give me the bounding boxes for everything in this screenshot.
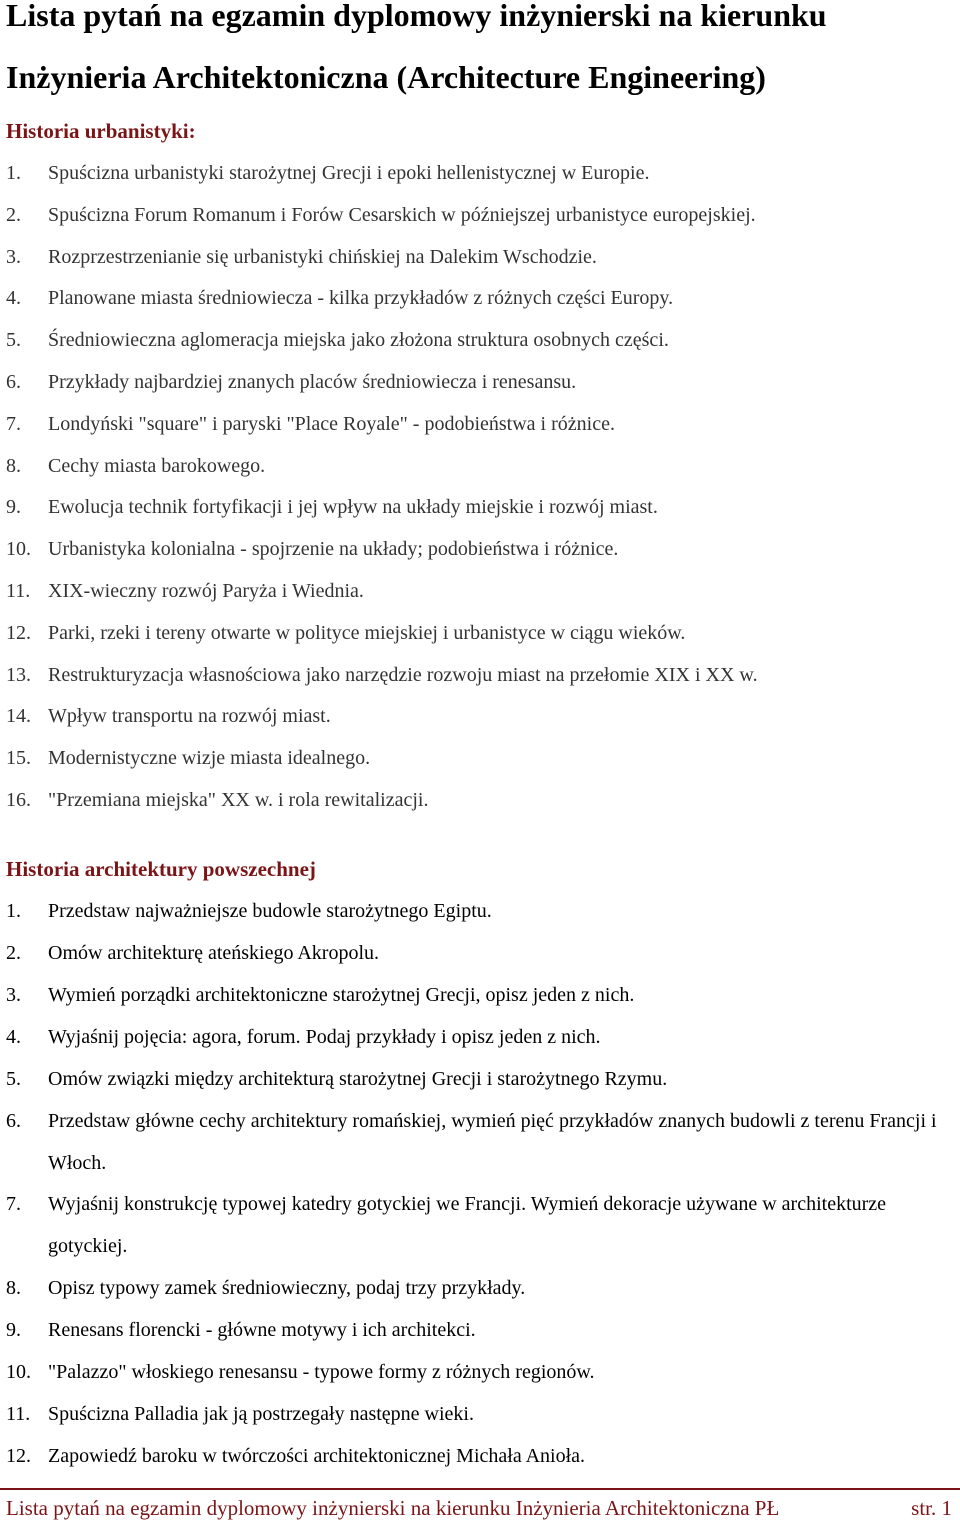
item-text: Wpływ transportu na rozwój miast.: [48, 705, 331, 728]
item-number: 5.: [6, 329, 21, 352]
item-number: 4.: [6, 287, 21, 310]
item-text: Rozprzestrzenianie się urbanistyki chińskiej na Dalekim Wschodzie.: [48, 245, 597, 268]
list-item: [0, 1100, 960, 1184]
item-text: XIX-wieczny rozwój Paryża i Wiednia.: [48, 580, 364, 602]
list-item: [0, 974, 960, 1016]
list-item: [0, 570, 960, 612]
item-number: 8.: [6, 1277, 21, 1300]
item-text: Omów związki między architekturą starożytnej Grecji i starożytnego Rzymu.: [48, 1067, 668, 1090]
item-text: Parki, rzeki i tereny otwarte w polityce miejskiej i urbanistyce w ciągu wieków.: [48, 621, 686, 644]
item-text: Opisz typowy zamek średniowieczny, podaj trzy przykłady.: [48, 1277, 526, 1300]
item-text: Omów architekturę ateńskiego Akropolu.: [48, 941, 380, 964]
list-item: [0, 1351, 960, 1393]
item-number: 6.: [6, 1109, 21, 1132]
list-item: [0, 1393, 960, 1435]
item-text: Przedstaw główne cechy architektury romańskiej, wymień pięć przykładów znanych budowli z terenu Francji i Włoch.: [48, 1109, 937, 1174]
item-number: 12.: [6, 1444, 31, 1467]
list-item: [0, 486, 960, 528]
list-item: [0, 528, 960, 570]
item-number: 2.: [6, 203, 21, 226]
item-number: 9.: [6, 1319, 21, 1341]
list-item: [0, 277, 960, 319]
list-item: [0, 612, 960, 654]
item-text: Cechy miasta barokowego.: [48, 454, 266, 477]
footer-page-number: str. 1: [911, 1496, 952, 1520]
item-text: "Przemiana miejska" XX w. i rola rewitalizacji.: [48, 789, 429, 811]
document-title-line-2: Inżynieria Architektoniczna (Architecture Engineering): [6, 59, 766, 95]
item-text: Londyński "square" i paryski "Place Royale" - podobieństwa i różnice.: [48, 412, 615, 435]
list-item: [0, 1309, 960, 1351]
item-number: 10.: [6, 538, 31, 561]
item-text: Zapowiedź baroku w twórczości architektonicznej Michała Anioła.: [48, 1444, 586, 1467]
list-item: [0, 1183, 960, 1267]
item-number: 12.: [6, 621, 31, 644]
list-item: [0, 695, 960, 737]
item-number: 1.: [6, 162, 21, 184]
list-item: [0, 194, 960, 236]
item-text: Spuścizna Forum Romanum i Forów Cesarskich w późniejszej urbanistyce europejskiej.: [48, 203, 756, 226]
list-item: [0, 361, 960, 403]
item-text: Wyjaśnij pojęcia: agora, forum. Podaj przykłady i opisz jeden z nich.: [48, 1025, 601, 1048]
item-number: 13.: [6, 663, 31, 686]
list-item: [0, 1016, 960, 1058]
list-item: [0, 1435, 960, 1477]
item-text: Urbanistyka kolonialna - spojrzenie na układy; podobieństwa i różnice.: [48, 538, 619, 561]
list-item: [0, 319, 960, 361]
item-text: Przykłady najbardziej znanych placów średniowiecza i renesansu.: [48, 371, 577, 393]
item-number: 9.: [6, 496, 21, 519]
list-item: [0, 403, 960, 445]
item-text: Wyjaśnij konstrukcję typowej katedry gotyckiej we Francji. Wymień dekoracje używane w architekturze gotyckiej.: [48, 1193, 887, 1258]
item-number: 4.: [6, 1025, 21, 1048]
list-item: [0, 445, 960, 487]
item-text: Spuścizna Palladia jak ją postrzegały następne wieki.: [48, 1402, 474, 1425]
item-text: Wymień porządki architektoniczne starożytnej Grecji, opisz jeden z nich.: [48, 983, 635, 1006]
item-text: Planowane miasta średniowiecza - kilka przykładów z różnych części Europy.: [48, 287, 674, 310]
list-item: [0, 890, 960, 932]
item-number: 6.: [6, 371, 21, 393]
item-number: 5.: [6, 1067, 21, 1090]
item-number: 14.: [6, 705, 31, 728]
item-number: 1.: [6, 900, 21, 922]
item-text: Spuścizna urbanistyki starożytnej Grecji i epoki hellenistycznej w Europie.: [48, 162, 650, 184]
item-number: 16.: [6, 789, 31, 811]
item-number: 7.: [6, 1193, 21, 1216]
item-text: "Palazzo" włoskiego renesansu - typowe formy z różnych regionów.: [48, 1360, 595, 1383]
item-text: Średniowieczna aglomeracja miejska jako złożona struktura osobnych części.: [48, 329, 669, 352]
section-heading-urban-history: Historia urbanistyki:: [6, 119, 196, 143]
section-heading-architecture-history: Historia architektury powszechnej: [6, 857, 316, 881]
list-item: [0, 236, 960, 278]
list-item: [0, 654, 960, 696]
list-item: [0, 1058, 960, 1100]
list-item: [0, 1267, 960, 1309]
list-item: [0, 152, 960, 194]
item-text: Ewolucja technik fortyfikacji i jej wpływ na układy miejskie i rozwój miast.: [48, 496, 658, 519]
item-number: 15.: [6, 747, 31, 770]
item-text: Renesans florencki - główne motywy i ich architekci.: [48, 1319, 476, 1341]
item-number: 11.: [6, 580, 31, 602]
item-number: 7.: [6, 412, 21, 435]
item-text: Modernistyczne wizje miasta idealnego.: [48, 747, 371, 770]
item-number: 3.: [6, 245, 21, 268]
list-item: [0, 779, 960, 821]
item-number: 3.: [6, 983, 21, 1006]
item-number: 8.: [6, 454, 21, 477]
footer-text: Lista pytań na egzamin dyplomowy inżynierski na kierunku Inżynieria Architektoniczna PŁ: [6, 1496, 780, 1520]
footer-divider: [0, 1488, 960, 1490]
list-item: [0, 737, 960, 779]
item-number: 10.: [6, 1360, 31, 1383]
list-item: [0, 932, 960, 974]
item-text: Przedstaw najważniejsze budowle starożytnego Egiptu.: [48, 900, 492, 922]
item-text: Restrukturyzacja własnościowa jako narzędzie rozwoju miast na przełomie XIX i XX w.: [48, 663, 758, 686]
document-title-line-1: Lista pytań na egzamin dyplomowy inżynierski na kierunku: [6, 0, 827, 33]
item-number: 11.: [6, 1402, 31, 1425]
item-number: 2.: [6, 941, 21, 964]
